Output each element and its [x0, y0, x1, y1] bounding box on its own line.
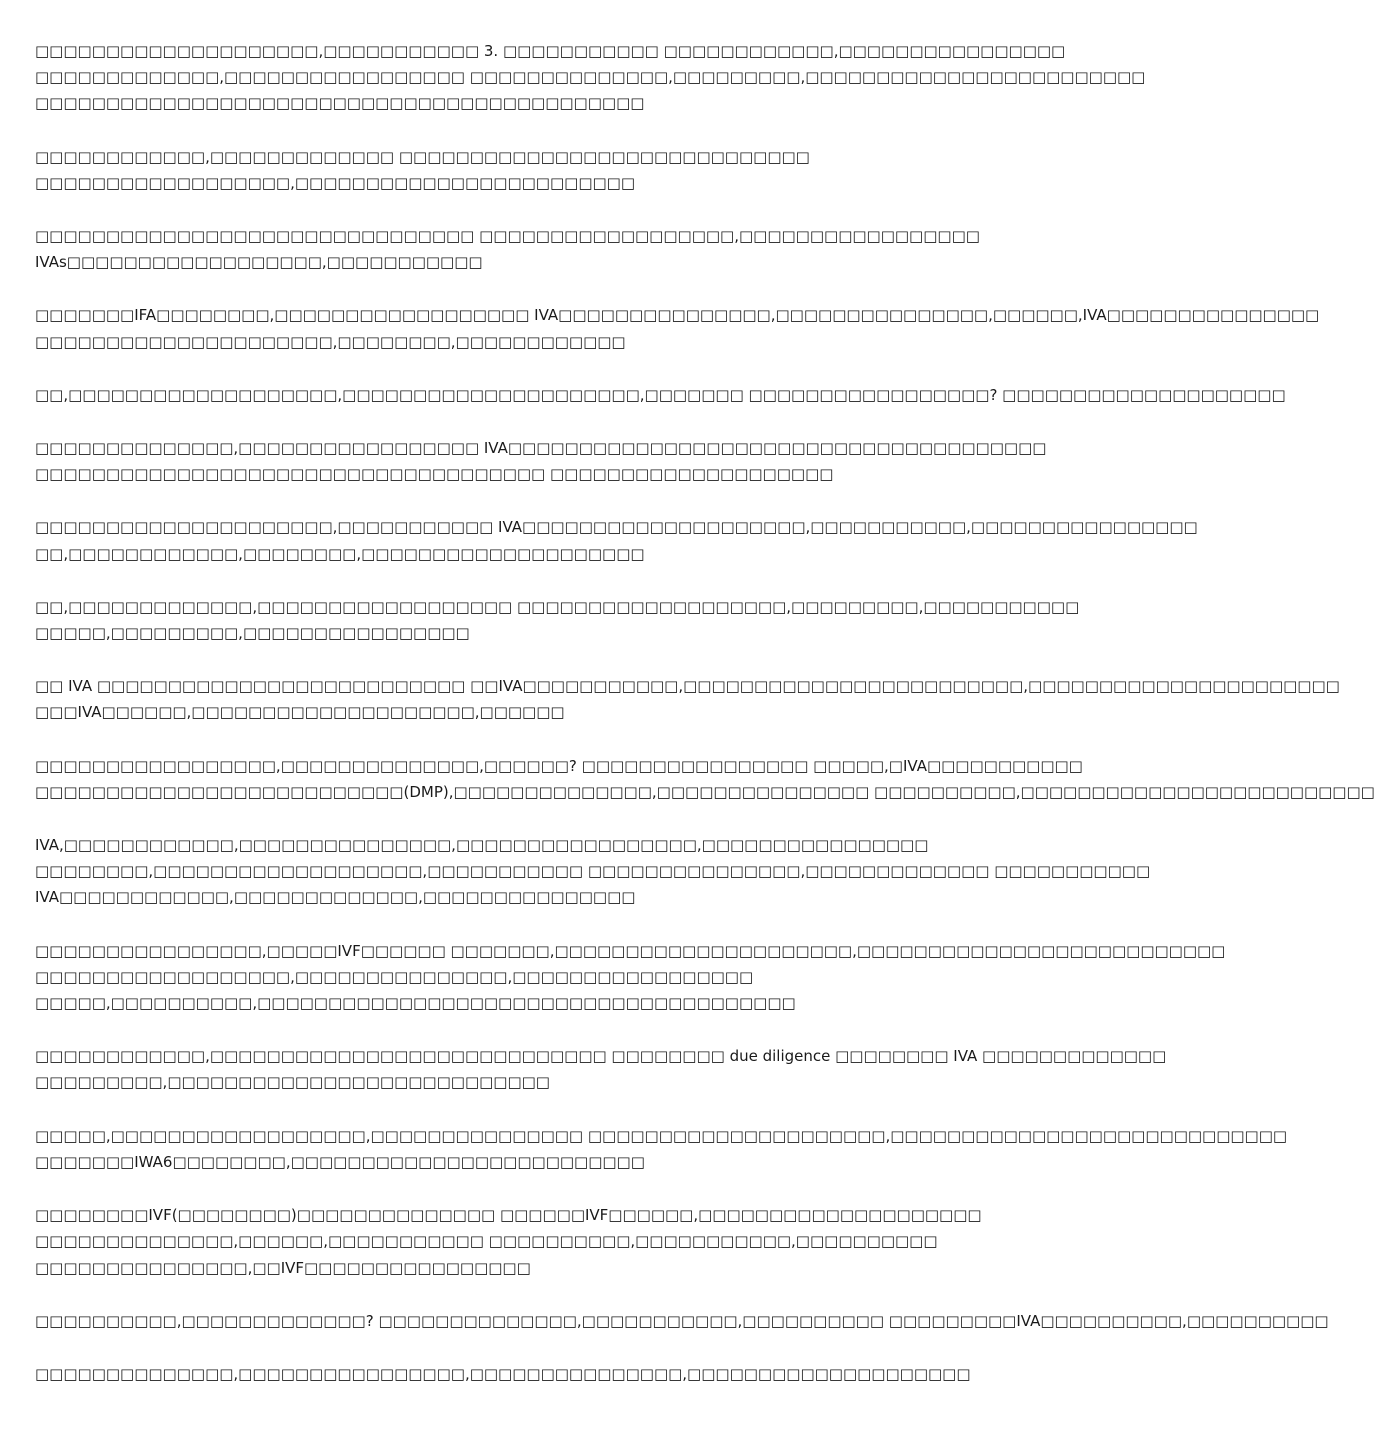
text-line: □□□□□□□□□□□□□□,□□□□□□,□□□□□□□□□□□ □□□□□□□□□□,□□□□□□□□□□□,□□□□□□□□□□ [35, 1232, 938, 1251]
paragraph [35, 938, 1226, 1017]
text-line: □□□□□□□□□□□□□□□□□□□□□□□□□□□□□□□□□□□□ □□□□□□□□□□□□□□□□□□□□ [35, 465, 834, 484]
paragraph [35, 832, 1151, 911]
paragraph [35, 1361, 995, 1387]
text-line: □□□□□,□□□□□□□□□,□□□□□□□□□□□□□□□□ [35, 624, 470, 643]
text-line: □□□□□□□□,□□□□□□□□□□□□□□□□□□□,□□□□□□□□□□□ □□□□□□□□□□□□□□□,□□□□□□□□□□□□□ □□□□□□□□□□□ [35, 862, 1151, 881]
text-line: IVAs□□□□□□□□□□□□□□□□□□,□□□□□□□□□□□ [35, 253, 483, 272]
paragraph [35, 1308, 1329, 1334]
text-line: □□□□□,□□□□□□□□□□□□□□□□□□,□□□□□□□□□□□□□□□ □□□□□□□□□□□□□□□□□□□□□,□□□□□□□□□□□□□□□□□□□□□□□□□□□□ [35, 1126, 1288, 1145]
document-body [35, 38, 1375, 1414]
paragraph [35, 382, 1286, 408]
text-line: □□□□□□□□□□□□□□□□□□□□,□□□□□□□□□□□ 3. □□□□□□□□□□□ □□□□□□□□□□□□,□□□□□□□□□□□□□□□□ [35, 42, 1066, 60]
paragraph [35, 514, 1198, 566]
paragraph [35, 144, 995, 196]
text-line: □□□□□□□IFA□□□□□□□□,□□□□□□□□□□□□□□□□□□ IVA□□□□□□□□□□□□□□□,□□□□□□□□□□□□□□□,□□□□□□,IVA□□□□□□□□□□□□□□□ [35, 306, 1320, 325]
text-line: IVA□□□□□□□□□□□□,□□□□□□□□□□□□□,□□□□□□□□□□□□□□□ [35, 888, 636, 907]
text-line: □□□□□□□□□□□□□□□□□□□□□,□□□□□□□□□□□ IVA□□□□□□□□□□□□□□□□□□□□,□□□□□□□□□□□,□□□□□□□□□□□□□□□□ [35, 518, 1198, 537]
text-line: □□□□□□□□□□□□□□□□□□□□□,□□□□□□□□,□□□□□□□□□□□□ [35, 332, 626, 351]
text-line: □□□□□□□IWA6□□□□□□□□,□□□□□□□□□□□□□□□□□□□□□□□□□ [35, 1152, 645, 1171]
paragraph [35, 753, 1375, 805]
text-line: □□□□□□□□□□□□□□□□□,□□□□□□□□□□□□□□,□□□□□□? □□□□□□□□□□□□□□□□ □□□□□,□IVA□□□□□□□□□□□ [35, 756, 1083, 775]
paragraph [35, 435, 1047, 487]
text-line: □□□□□□□□□,□□□□□□□□□□□□□□□□□□□□□□□□□□□ [35, 1073, 550, 1092]
text-line: □□□□□□□□□□□□□□□□□□□□□□□□□□□□□□□ □□□□□□□□□□□□□□□□□□,□□□□□□□□□□□□□□□□□ [35, 227, 980, 246]
paragraph [35, 673, 1340, 725]
text-line: □□□□□□□□□□□□,□□□□□□□□□□□□□ □□□□□□□□□□□□□□□□□□□□□□□□□□□□□ [35, 147, 810, 166]
text-line: □□□□□□□□□□□□□□□□,□□□□□IVF□□□□□□ □□□□□□□,□□□□□□□□□□□□□□□□□□□□□,□□□□□□□□□□□□□□□□□□□□□□□□□□ [35, 941, 1226, 960]
text-line: IVA,□□□□□□□□□□□□,□□□□□□□□□□□□□□□,□□□□□□□□□□□□□□□□□,□□□□□□□□□□□□□□□□ [35, 836, 929, 855]
text-line: □□□□□□□□□□□□□□□□□□,□□□□□□□□□□□□□□□,□□□□□□□□□□□□□□□□□ [35, 967, 754, 986]
text-line: □□□□□□□□□□□□,□□□□□□□□□□□□□□□□□□□□□□□□□□□□ □□□□□□□□ due diligence □□□□□□□□ IVA □□□□□□□□□□□□□ [35, 1047, 1167, 1066]
text-line: □□,□□□□□□□□□□□□,□□□□□□□□,□□□□□□□□□□□□□□□□□□□□ [35, 544, 645, 563]
text-line: □□□□□□□□IVF(□□□□□□□□)□□□□□□□□□□□□□□ □□□□□□IVF□□□□□□,□□□□□□□□□□□□□□□□□□□□ [35, 1206, 982, 1225]
paragraph [35, 302, 1320, 354]
text-line: □□□□□□□□□□□□□□,□□□□□□□□□□□□□□□□,□□□□□□□□□□□□□□□,□□□□□□□□□□□□□□□□□□□□ [35, 1364, 971, 1383]
paragraph [35, 594, 1080, 646]
text-line: □□□□□□□□□□□□□□□,□□IVF□□□□□□□□□□□□□□□□ [35, 1258, 531, 1277]
text-line: □□ IVA □□□□□□□□□□□□□□□□□□□□□□□□□□ □□IVA□□□□□□□□□□□,□□□□□□□□□□□□□□□□□□□□□□□□,□□□□□□□□□□□□□□□□□□□□□□ [35, 677, 1340, 696]
paragraph [35, 223, 995, 275]
text-line: □□□□□□□□□□□□□□□□□□,□□□□□□□□□□□□□□□□□□□□□□□□ [35, 173, 636, 192]
paragraph [35, 1202, 995, 1281]
text-line: □□,□□□□□□□□□□□□□,□□□□□□□□□□□□□□□□□□ □□□□□□□□□□□□□□□□□□□,□□□□□□□□□,□□□□□□□□□□□ [35, 597, 1080, 616]
text-line: □□□□□□□□□□□□□□□□□□□□□□□□□□(DMP),□□□□□□□□□□□□□□,□□□□□□□□□□□□□□□ □□□□□□□□□□,□□□□□□□□□□□□□□□□□□□□□□□□□ [35, 782, 1375, 801]
text-line: □□□□□,□□□□□□□□□□,□□□□□□□□□□□□□□□□□□□□□□□□□□□□□□□□□□□□□□ [35, 994, 796, 1013]
text-line: □□□□□□□□□□,□□□□□□□□□□□□□? □□□□□□□□□□□□□□,□□□□□□□□□□□,□□□□□□□□□□ □□□□□□□□□IVA□□□□□□□□□□,□□□□□□□□□□ [35, 1311, 1329, 1330]
paragraph [35, 1123, 1288, 1175]
paragraph [35, 38, 1146, 117]
text-line: □□□IVA□□□□□□,□□□□□□□□□□□□□□□□□□□□,□□□□□□ [35, 703, 565, 722]
text-line: □□,□□□□□□□□□□□□□□□□□□□,□□□□□□□□□□□□□□□□□□□□□,□□□□□□□ □□□□□□□□□□□□□□□□□? □□□□□□□□□□□□□□□□□□□□ [35, 385, 1286, 404]
text-line: □□□□□□□□□□□□□□□□□□□□□□□□□□□□□□□□□□□□□□□□□□□ [35, 94, 645, 113]
text-line: □□□□□□□□□□□□□,□□□□□□□□□□□□□□□□□ □□□□□□□□□□□□□□,□□□□□□□□□,□□□□□□□□□□□□□□□□□□□□□□□□ [35, 68, 1146, 87]
text-line: □□□□□□□□□□□□□□,□□□□□□□□□□□□□□□□□ IVA□□□□□□□□□□□□□□□□□□□□□□□□□□□□□□□□□□□□□□ [35, 439, 1047, 458]
paragraph [35, 1043, 1167, 1095]
